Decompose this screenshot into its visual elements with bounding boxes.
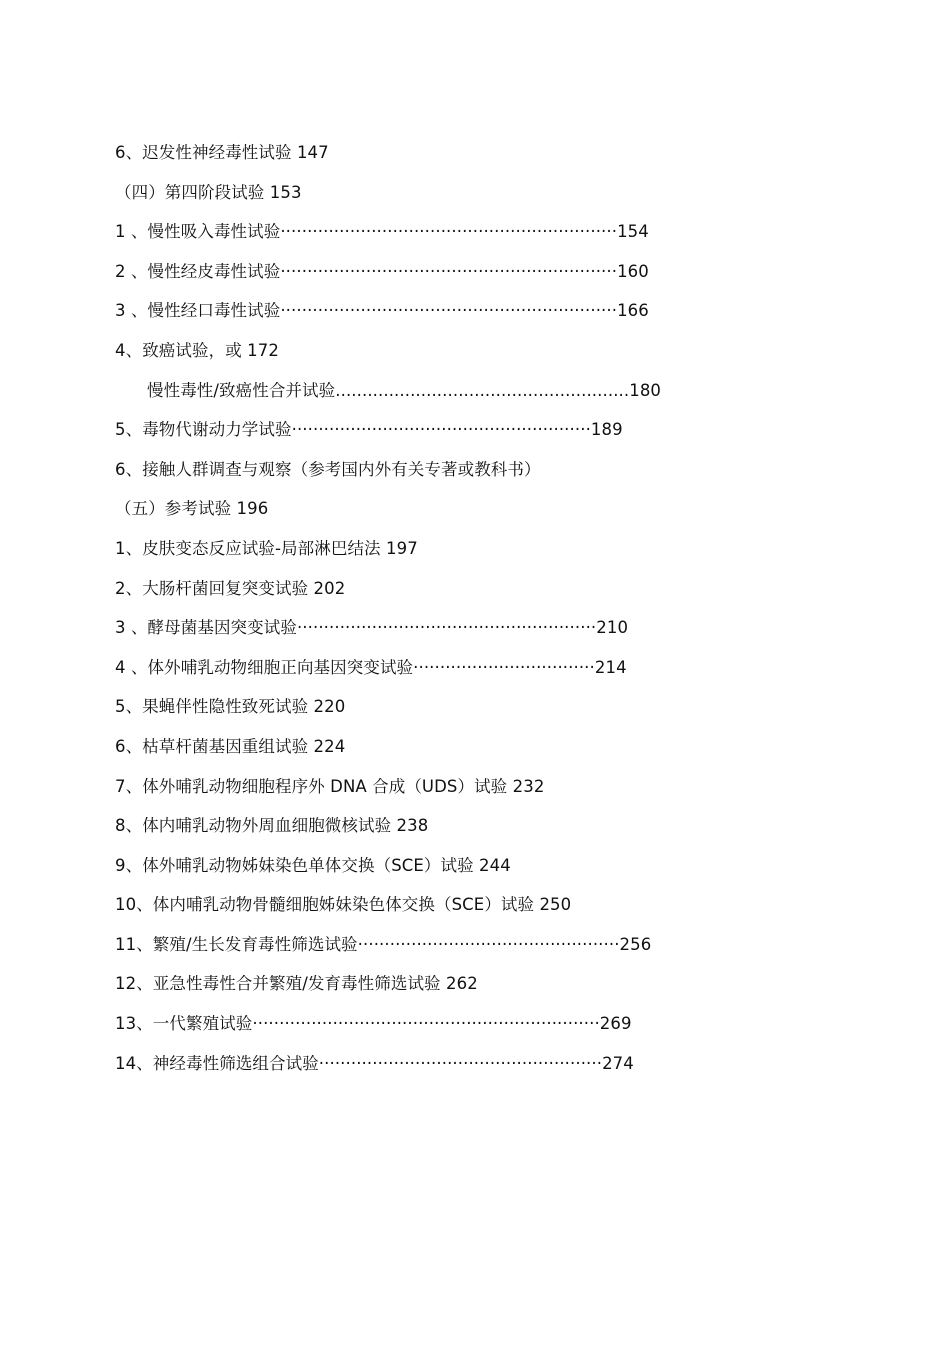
toc-entry-ecoli-reverse-mutation: 2、大肠杆菌回复突变试验 202	[115, 578, 346, 598]
toc-entry-delayed-neurotoxicity: 6、迟发性神经毒性试验 147	[115, 143, 329, 162]
toc-entry-chronic-inhalation: 1 、慢性吸入毒性试验·······························································154	[115, 222, 649, 242]
toc-entry-mammalian-forward-mutation: 4 、体外哺乳动物细胞正向基因突变试验··································214	[115, 657, 627, 677]
toc-entry-toxicokinetics: 5、毒物代谢动力学试验························································189	[115, 420, 623, 440]
toc-section-stage-four: （四）第四阶段试验 153	[115, 182, 302, 202]
toc-entry-carcinogenicity: 4、致癌试验，或 172	[115, 340, 279, 360]
toc-entry-yeast-gene-mutation: 3 、酵母菌基因突变试验························································210	[115, 618, 629, 638]
toc-entry-population-survey: 6、接触人群调查与观察（参考国内外有关专著或教科书）	[115, 459, 541, 479]
toc-entry-skin-sensitization: 1、皮肤变态反应试验-局部淋巴结法 197	[115, 538, 418, 558]
toc-entry-neurotoxicity-battery: 14、神经毒性筛选组合试验·····················································274	[115, 1053, 634, 1073]
toc-entry-uds: 7、体外哺乳动物细胞程序外 DNA 合成（UDS）试验 232	[115, 776, 545, 796]
toc-entry-combined-subacute-reproductive: 12、亚急性毒性合并繁殖/发育毒性筛选试验 262	[115, 974, 478, 994]
table-of-contents	[115, 140, 735, 1090]
toc-entry-one-generation: 13、一代繁殖试验·································································269	[115, 1014, 632, 1034]
toc-entry-sce-in-vitro: 9、体外哺乳动物姊妹染色单体交换（SCE）试验 244	[115, 855, 511, 875]
toc-entry-chronic-oral: 3 、慢性经口毒性试验·······························································166	[115, 301, 649, 321]
toc-entry-chronic-dermal: 2 、慢性经皮毒性试验·······························································160	[115, 261, 649, 281]
toc-entry-bacillus-recombination: 6、枯草杆菌基因重组试验 224	[115, 736, 346, 756]
toc-entry-combined-chronic-carcinogenicity: 慢性毒性/致癌性合并试验.......................................................180	[147, 380, 662, 400]
toc-section-reference-tests: （五）参考试验 196	[115, 499, 269, 519]
toc-entry-reproductive-screening: 11、繁殖/生长发育毒性筛选试验·················································256	[115, 934, 652, 954]
toc-entry-drosophila-lethal: 5、果蝇伴性隐性致死试验 220	[115, 697, 346, 717]
toc-entry-micronucleus: 8、体内哺乳动物外周血细胞微核试验 238	[115, 816, 429, 836]
toc-entry-sce-in-vivo: 10、体内哺乳动物骨髓细胞姊妹染色体交换（SCE）试验 250	[115, 895, 572, 915]
